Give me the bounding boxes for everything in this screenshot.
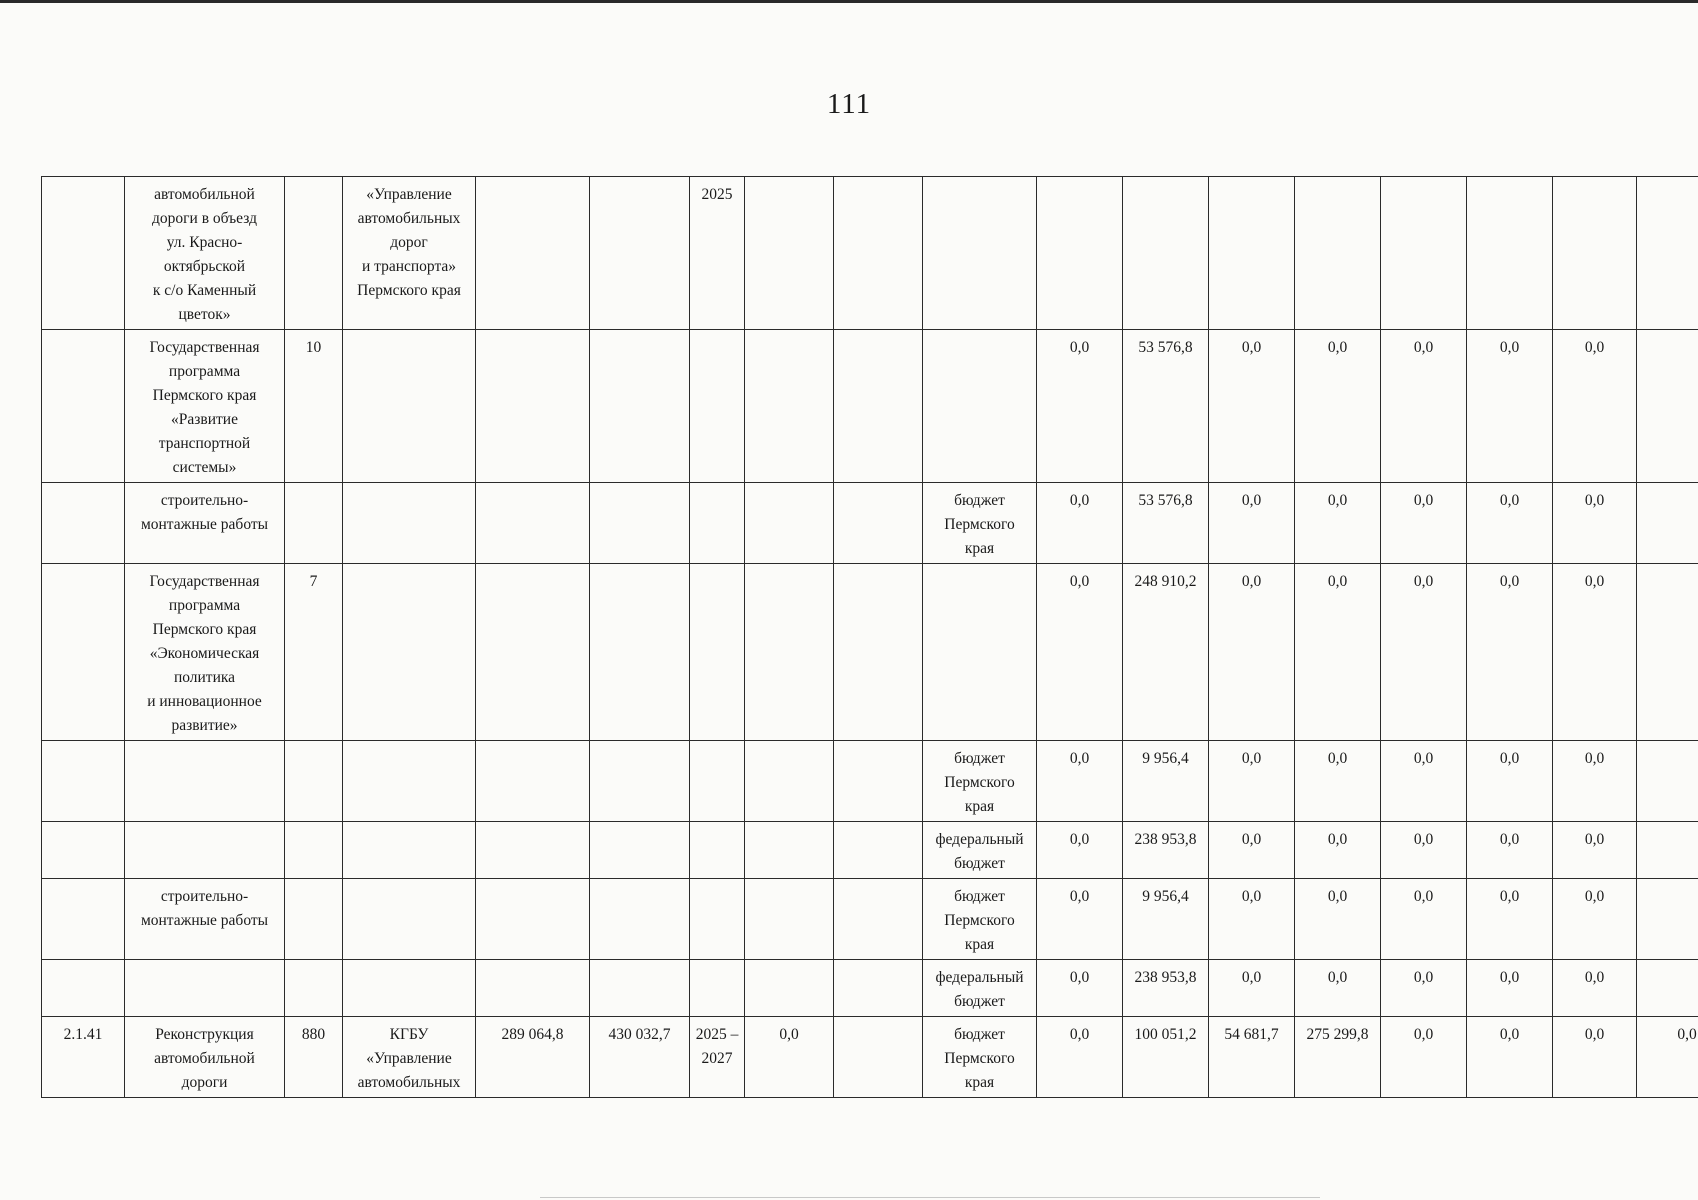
cell-prior-amount [745, 741, 834, 822]
cell-code [285, 741, 343, 822]
cell-cost-estimate [590, 330, 690, 483]
cell-cost-estimate [590, 822, 690, 879]
cell-col-9 [834, 960, 923, 1017]
cell-col-9 [834, 564, 923, 741]
cell-amount-6: 0,0 [1467, 960, 1553, 1017]
cell-amount-3: 0,0 [1209, 960, 1295, 1017]
cell-item-number [42, 822, 125, 879]
cell-prior-amount [745, 330, 834, 483]
table-row [42, 822, 1698, 879]
cell-description: Государственная программа Пермского края «Развитие транспортной системы» [125, 330, 285, 483]
cell-funding-source: федеральный бюджет [923, 960, 1037, 1017]
cell-total-cost [476, 879, 590, 960]
table-row [42, 483, 1698, 564]
cell-amount-6: 0,0 [1467, 879, 1553, 960]
cell-responsible [343, 960, 476, 1017]
cell-cost-estimate [590, 483, 690, 564]
cell-total-cost [476, 564, 590, 741]
cell-amount-6: 0,0 [1467, 483, 1553, 564]
table-row [42, 330, 1698, 483]
cell-item-number [42, 960, 125, 1017]
cell-cost-estimate: 430 032,7 [590, 1017, 690, 1098]
cell-funding-source: федеральный бюджет [923, 822, 1037, 879]
cell-amount-7: 0,0 [1553, 879, 1637, 960]
cell-period: 2025 – 2027 [690, 1017, 745, 1098]
cell-item-number: 2.1.41 [42, 1017, 125, 1098]
cell-responsible: КГБУ «Управление автомобильных [343, 1017, 476, 1098]
cell-cost-estimate [590, 879, 690, 960]
table-row [42, 177, 1698, 330]
cell-cost-estimate [590, 564, 690, 741]
cell-code: 880 [285, 1017, 343, 1098]
cell-amount-3: 0,0 [1209, 483, 1295, 564]
cell-amount-3: 0,0 [1209, 330, 1295, 483]
cell-amount-2: 238 953,8 [1123, 822, 1209, 879]
cell-amount-2 [1123, 177, 1209, 330]
cell-responsible [343, 483, 476, 564]
cell-amount-1: 0,0 [1037, 483, 1123, 564]
cell-amount-2: 248 910,2 [1123, 564, 1209, 741]
table-row [42, 1017, 1698, 1098]
cell-col-9 [834, 879, 923, 960]
cell-responsible [343, 879, 476, 960]
cell-item-number [42, 330, 125, 483]
cell-amount-1: 0,0 [1037, 330, 1123, 483]
cell-amount-3 [1209, 177, 1295, 330]
table-row [42, 564, 1698, 741]
cell-amount-4: 0,0 [1295, 822, 1381, 879]
cell-funding-source [923, 330, 1037, 483]
cell-funding-source [923, 564, 1037, 741]
cell-total-cost [476, 483, 590, 564]
cell-amount-5: 0,0 [1381, 879, 1467, 960]
cell-description [125, 960, 285, 1017]
cell-amount-7: 0,0 [1553, 483, 1637, 564]
cell-amount-2: 9 956,4 [1123, 741, 1209, 822]
cell-amount-2: 9 956,4 [1123, 879, 1209, 960]
cell-amount-8 [1637, 330, 1698, 483]
cell-period [690, 960, 745, 1017]
cell-amount-6: 0,0 [1467, 741, 1553, 822]
cell-amount-7 [1553, 177, 1637, 330]
cell-col-9 [834, 177, 923, 330]
cell-description [125, 741, 285, 822]
cell-code: 7 [285, 564, 343, 741]
cell-total-cost [476, 960, 590, 1017]
cell-amount-3: 0,0 [1209, 741, 1295, 822]
cell-amount-8 [1637, 879, 1698, 960]
cell-code: 10 [285, 330, 343, 483]
cell-period [690, 564, 745, 741]
table-body [42, 177, 1698, 1098]
cell-col-9 [834, 330, 923, 483]
cell-amount-6 [1467, 177, 1553, 330]
cell-responsible: «Управление автомобильных дорог и транспорта» Пермского края [343, 177, 476, 330]
cell-description: Реконструкция автомобильной дороги [125, 1017, 285, 1098]
cell-item-number [42, 483, 125, 564]
cell-amount-7: 0,0 [1553, 822, 1637, 879]
cell-cost-estimate [590, 960, 690, 1017]
cell-amount-5: 0,0 [1381, 741, 1467, 822]
cell-code [285, 879, 343, 960]
cell-amount-8 [1637, 960, 1698, 1017]
cell-total-cost [476, 741, 590, 822]
cell-total-cost [476, 822, 590, 879]
cell-amount-1: 0,0 [1037, 960, 1123, 1017]
cell-amount-1: 0,0 [1037, 822, 1123, 879]
cell-funding-source [923, 177, 1037, 330]
cell-amount-7: 0,0 [1553, 741, 1637, 822]
cell-amount-2: 100 051,2 [1123, 1017, 1209, 1098]
cell-amount-3: 0,0 [1209, 822, 1295, 879]
cell-amount-4: 0,0 [1295, 741, 1381, 822]
cell-period [690, 822, 745, 879]
cell-amount-5: 0,0 [1381, 822, 1467, 879]
cell-item-number [42, 177, 125, 330]
cell-period [690, 330, 745, 483]
cell-amount-7: 0,0 [1553, 960, 1637, 1017]
table-row [42, 741, 1698, 822]
cell-code [285, 483, 343, 564]
cell-responsible [343, 741, 476, 822]
cell-amount-5: 0,0 [1381, 330, 1467, 483]
cell-responsible [343, 564, 476, 741]
cell-cost-estimate [590, 741, 690, 822]
table-row [42, 960, 1698, 1017]
cell-period [690, 483, 745, 564]
cell-amount-3: 54 681,7 [1209, 1017, 1295, 1098]
cell-amount-1: 0,0 [1037, 741, 1123, 822]
cell-amount-4: 275 299,8 [1295, 1017, 1381, 1098]
cell-amount-6: 0,0 [1467, 330, 1553, 483]
cell-funding-source: бюджет Пермского края [923, 879, 1037, 960]
cell-amount-8 [1637, 564, 1698, 741]
table-row [42, 879, 1698, 960]
cell-amount-5: 0,0 [1381, 564, 1467, 741]
cell-code [285, 177, 343, 330]
cell-amount-7: 0,0 [1553, 1017, 1637, 1098]
scan-top-edge [0, 0, 1698, 3]
cell-col-9 [834, 1017, 923, 1098]
cell-amount-8 [1637, 822, 1698, 879]
cell-amount-8: 0,0 [1637, 1017, 1698, 1098]
cell-prior-amount [745, 177, 834, 330]
cell-cost-estimate [590, 177, 690, 330]
cell-amount-4: 0,0 [1295, 483, 1381, 564]
cell-amount-4: 0,0 [1295, 330, 1381, 483]
cell-prior-amount: 0,0 [745, 1017, 834, 1098]
cell-item-number [42, 564, 125, 741]
cell-amount-5: 0,0 [1381, 960, 1467, 1017]
cell-amount-3: 0,0 [1209, 564, 1295, 741]
cell-amount-2: 53 576,8 [1123, 330, 1209, 483]
cell-prior-amount [745, 822, 834, 879]
cell-amount-5: 0,0 [1381, 483, 1467, 564]
cell-item-number [42, 879, 125, 960]
cell-col-9 [834, 483, 923, 564]
cell-amount-6: 0,0 [1467, 822, 1553, 879]
cell-funding-source: бюджет Пермского края [923, 1017, 1037, 1098]
cell-total-cost: 289 064,8 [476, 1017, 590, 1098]
cell-period [690, 741, 745, 822]
cell-prior-amount [745, 564, 834, 741]
cell-responsible [343, 330, 476, 483]
cell-amount-1: 0,0 [1037, 1017, 1123, 1098]
cell-description: строительно- монтажные работы [125, 879, 285, 960]
cell-prior-amount [745, 483, 834, 564]
cell-amount-6: 0,0 [1467, 1017, 1553, 1098]
cell-total-cost [476, 177, 590, 330]
cell-col-9 [834, 741, 923, 822]
cell-amount-1: 0,0 [1037, 564, 1123, 741]
cell-description: строительно- монтажные работы [125, 483, 285, 564]
cell-amount-5 [1381, 177, 1467, 330]
scan-bottom-rule [540, 1197, 1320, 1198]
cell-amount-4: 0,0 [1295, 564, 1381, 741]
cell-amount-5: 0,0 [1381, 1017, 1467, 1098]
cell-funding-source: бюджет Пермского края [923, 741, 1037, 822]
cell-description: автомобильной дороги в объезд ул. Красно- октябрьской к с/о Каменный цветок» [125, 177, 285, 330]
cell-description: Государственная программа Пермского края «Экономическая политика и инновационное развитие» [125, 564, 285, 741]
cell-item-number [42, 741, 125, 822]
cell-prior-amount [745, 960, 834, 1017]
cell-responsible [343, 822, 476, 879]
cell-col-9 [834, 822, 923, 879]
cell-amount-7: 0,0 [1553, 330, 1637, 483]
cell-amount-8 [1637, 741, 1698, 822]
cell-prior-amount [745, 879, 834, 960]
cell-amount-1 [1037, 177, 1123, 330]
cell-amount-4: 0,0 [1295, 960, 1381, 1017]
budget-table [41, 176, 1698, 1098]
cell-total-cost [476, 330, 590, 483]
cell-amount-4: 0,0 [1295, 879, 1381, 960]
cell-amount-8 [1637, 483, 1698, 564]
cell-amount-8 [1637, 177, 1698, 330]
cell-code [285, 822, 343, 879]
cell-period: 2025 [690, 177, 745, 330]
cell-code [285, 960, 343, 1017]
cell-funding-source: бюджет Пермского края [923, 483, 1037, 564]
cell-period [690, 879, 745, 960]
cell-amount-2: 238 953,8 [1123, 960, 1209, 1017]
cell-amount-7: 0,0 [1553, 564, 1637, 741]
cell-amount-3: 0,0 [1209, 879, 1295, 960]
cell-description [125, 822, 285, 879]
page-number: 111 [826, 88, 872, 120]
cell-amount-4 [1295, 177, 1381, 330]
cell-amount-6: 0,0 [1467, 564, 1553, 741]
cell-amount-1: 0,0 [1037, 879, 1123, 960]
cell-amount-2: 53 576,8 [1123, 483, 1209, 564]
